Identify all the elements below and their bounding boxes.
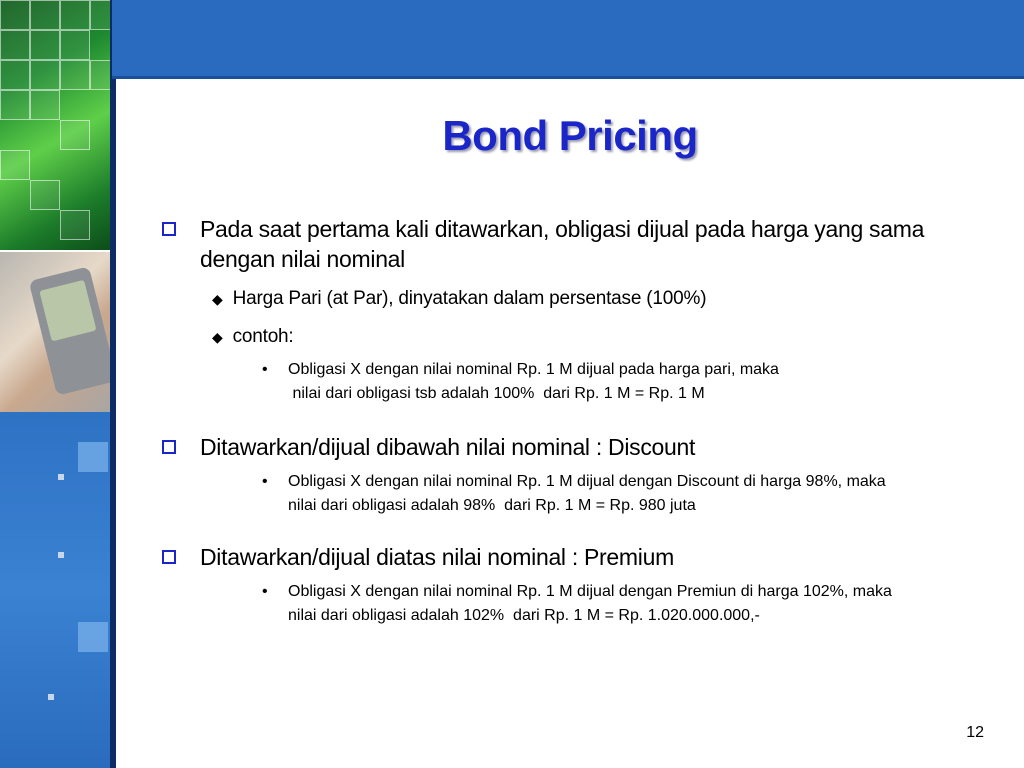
slide-title: Bond Pricing: [442, 112, 698, 159]
sub-bullet-1-2: [212, 324, 1000, 350]
bullet-1: [160, 214, 1000, 274]
bullet-1-text: Pada saat pertama kali ditawarkan, obligasi dijual pada harga yang sama dengan nilai nominal: [200, 216, 925, 272]
diamond-bullet-icon: ◆: [212, 329, 223, 345]
handheld-device-image: [29, 266, 118, 395]
detail-1: [262, 358, 1000, 406]
square-bullet-icon: [162, 440, 176, 454]
detail-3: [262, 580, 1000, 628]
sub-bullet-1-1: [212, 286, 1000, 312]
square-bullet-icon: [162, 222, 176, 236]
slide-content: [160, 214, 1000, 628]
sub-bullet-1-2-text: contoh:: [232, 326, 294, 347]
bullet-3-text: Ditawarkan/dijual diatas nilai nominal : Premium: [200, 544, 674, 570]
square-bullet-icon: [162, 550, 176, 564]
detail-1-text: Obligasi X dengan nilai nominal Rp. 1 M dijual pada harga pari, maka nilai dari obligasi tsb adalah 100% dari Rp. 1 M = Rp. 1 M: [288, 361, 779, 402]
dot-bullet-icon: •: [262, 473, 268, 490]
hand-device-photo: [0, 252, 116, 412]
left-blue-strip: [0, 412, 112, 768]
dot-bullet-icon: •: [262, 583, 268, 600]
sub-bullet-1-1-text: Harga Pari (at Par), dinyatakan dalam persentase (100%): [232, 288, 707, 309]
bullet-3: [160, 542, 1000, 572]
top-blue-band: [112, 0, 1024, 76]
top-band-divider: [112, 76, 1024, 79]
diamond-bullet-icon: ◆: [212, 291, 223, 307]
detail-2: [262, 470, 1000, 518]
dot-bullet-icon: •: [262, 361, 268, 378]
detail-3-text: Obligasi X dengan nilai nominal Rp. 1 M dijual dengan Premiun di harga 102%, maka nilai dari obligasi adalah 102% dari Rp. 1 M = Rp. 1.020.000.000,-: [288, 583, 892, 624]
page-number: 12: [966, 724, 984, 741]
detail-2-text: Obligasi X dengan nilai nominal Rp. 1 M dijual dengan Discount di harga 98%, maka nilai dari obligasi adalah 98% dari Rp. 1 M = Rp. 980 juta: [288, 473, 886, 514]
bullet-2-text: Ditawarkan/dijual dibawah nilai nominal : Discount: [200, 434, 696, 460]
bullet-2: [160, 432, 1000, 462]
